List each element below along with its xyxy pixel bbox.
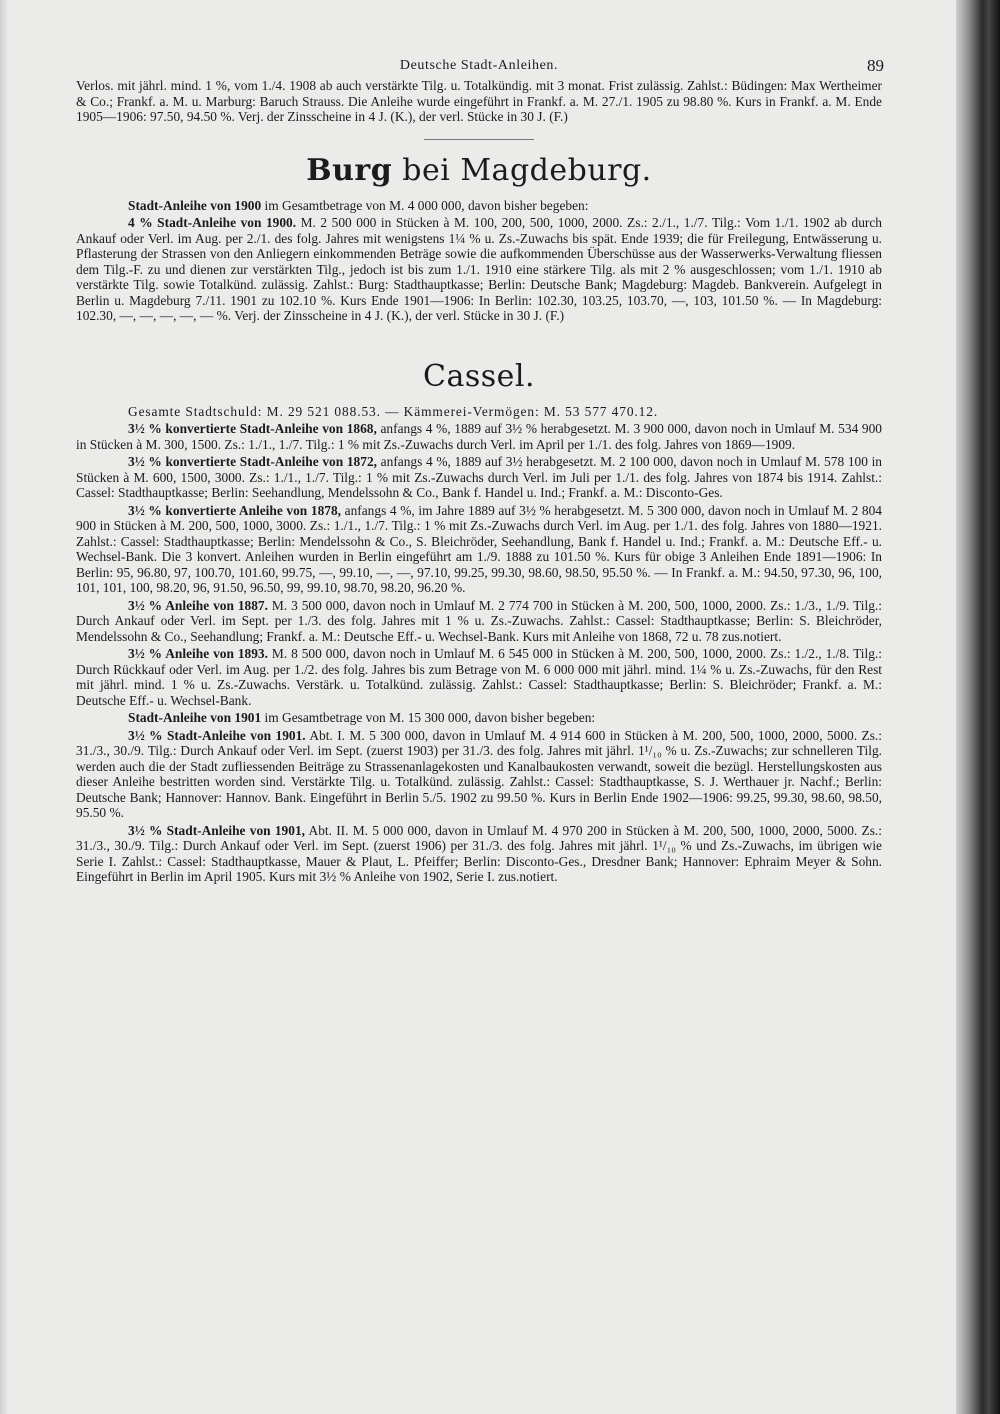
cassel-loan-text: M. 3 500 000, davon noch in Umlauf M. 2 774 700 in Stücken à M. 200, 500, 1000, 2000. Zs.: 1./3., 1./9. Tilg.: Durch Ankauf oder Verl. im Sept. per 1./3. des folg. Jahres mit 1 % u. Zs.-Zuwachs. Zahlst.: Cassel: Stadthauptkasse; Berlin: S. Bleichröder, Mendelssohn & Co., Seehandlung; Frankf. a. M.: Deutsche Eff.- u. Wechsel-Bank. Kurs mit Anleihe von 1868, 72 u. 78 zus.notiert. [76,597,882,644]
intro-paragraph: Verlos. mit jährl. mind. 1 %, vom 1./4. 1908 ab auch verstärkte Tilg. u. Totalkündig. mit 3 monat. Frist zulässig. Zahlst.: Büdingen: Max Wertheimer & Co.; Frankf. a. M. u. Marburg: Baruch Strauss. Die Anleihe wurde eingeführt in Frankf. a. M. 27./1. 1905 zu 98.80 %. Kurs in Frankf. a. M. Ende 1905—1906: 97.50, 94.50 %. Verj. der Zinsscheine in 4 J. (K.), der verl. Stücke in 30 J. (F.) [76,78,882,124]
burg-loan-text-1: im Gesamtbetrage von M. 4 000 000, davon bisher begeben: [261,197,589,213]
page-number: 89 [867,56,884,75]
cassel-loan-text: M. 8 500 000, davon noch in Umlauf M. 6 545 000 in Stücken à M. 200, 500, 1000, 2000. Zs.: 1./2., 1./8. Tilg.: Durch Rückkauf oder Verl. im Aug. per 1./2. des folg. Jahres bis zum Betrage von M. 6 000 000 mit jährl. mind. 1¼ % u. Zs.-Zuwachs, für den Rest mit jährl. mind. 1 % u. Zs.-Zuwachs. Verstärk. u. Totalkünd. zulässig. Zahlst.: Cassel: Stadthauptkasse; Berlin: S. Bleichröder; Frankf. a. M.: Deutsche Eff.- u. Wechsel-Bank. [76,646,882,708]
cassel-loan-title: 3½ % Anleihe von 1887. [128,597,268,613]
burg-loan-text-2: M. 2 500 000 in Stücken à M. 100, 200, 500, 1000, 2000. Zs.: 2./1., 1./7. Tilg.: Vom 1./1. 1902 ab durch Ankauf oder Verl. im Aug. per 2./1. des folg. Jahres mit wenigstens 1¼ % u. Zs.-Zuwachs bis spät. Ende 1939; die für Freilegung, Entwässerung u. Pflasterung der Strassen von den Anliegern einkommenden Beträge sowie die aufkommenden Überschüsse aus der Wasserwerks-Verwaltung fliessen dem Tilg.-F. zu und dienen zur verstärkten Tilg., jedoch ist bis zum 1./1. 1910 eine stärkere Tilg. als mit 2 % ausgeschlossen; vom 1./1. 1910 ab verstärkte Tilg. sowie Totalkünd. zulässig. Zahlst.: Burg: Stadthauptkasse; Berlin: Deutsche Bank; Magdeburg: Magdeb. Bankverein. Aufgelegt in Berlin u. Magdeburg 7./11. 1901 zu 102.10 %. Kurs Ende 1901—1906: In Berlin: 102.30, 103.25, 103.70, —, 103, 101.50 %. — In Magdeburg: 102.30, —, —, —, —, — %. Verj. der Zinsscheine in 4 J. (K.), der verl. Stücke in 30 J. (F.) [76,215,882,323]
cassel-paragraph [76,421,882,452]
cassel-loan-title: 3½ % konvertierte Stadt-Anleihe von 1872, [128,454,377,469]
cassel-paragraph [76,710,882,726]
heading-burg-rest: bei Magdeburg. [392,152,652,188]
cassel-loan-text: anfangs 4 %, im Jahre 1889 auf 3½ % herabgesetzt. M. 5 300 000, davon noch in Umlauf M. 2 804 900 in Stücken à M. 200, 500, 1000, 3000. Zs.: 1./1., 1./7. Tilg.: 1 % mit Zs.-Zuwachs durch Verl. im Aug. per 1./1. des folg. Jahres von 1880—1921. Zahlst.: Cassel: Stadthauptkasse; Berlin: Mendelssohn & Co., S. Bleichröder, Seehandlung, Bank f. Handel u. Ind.; Frankf. a. M.: Deutsche Eff.- u. Wechsel-Bank. Die 3 konvert. Anleihen wurden in Berlin eingeführt am 1./9. 1888 zu 101.50 %. Kurs für obige 3 Anleihen Ende 1891—1906: In Berlin: 95, 96.80, 97, 100.70, 101.60, 99.75, —, 99.10, —, —, 97.10, 99.25, 99.30, 98.60, 98.50, 95.50 %. — In Frankf. a. M.: 94.50, 97.30, 96, 100, 101, 101, 100, 98.20, 96, 91.50, 96.50, 99, 99.10, 98.70, 98.20, 96.20 %. [76,502,882,595]
burg-loan-title-2: 4 % Stadt-Anleihe von 1900. [128,215,297,230]
section-spacer [76,326,882,352]
section-heading-cassel: Cassel. [422,358,535,394]
cassel-loan-title: 3½ % konvertierte Anleihe von 1878, [128,502,342,518]
cassel-paragraph [76,823,882,885]
cassel-loan-text: anfangs 4 %, 1889 auf 3½ % herabgesetzt. M. 3 900 000, davon noch in Umlauf M. 534 900 in Stücken à M. 300, 1500. Zs.: 1./1., 1./7. Tilg.: 1 % mit Zs.-Zuwachs durch Verl. im April per 1./1. des folg. Jahres von 1869—1909. [76,421,882,452]
cassel-loan-title: 3½ % Anleihe von 1893. [128,646,268,661]
cassel-paragraph [76,454,882,501]
cassel-loan-text: Abt. II. M. 5 000 000, davon in Umlauf M. 4 970 200 in Stücken à M. 200, 500, 1000, 2000, 5000. Zs.: 31./3., 30./9. Tilg.: Durch Ankauf oder Verl. im Sept. (zuerst 1906) per 31./3. des folg. Jahres mit jährl. 1¹/₁₀ % und Zs.-Zuwachs, im übrigen wie Serie I. Zahlst.: Cassel: Stadthauptkasse, Mauer & Plaut, L. Pfeiffer; Berlin: Disconto-Ges., Dresdner Bank; Hannover: Ephraim Meyer & Sohn. Eingeführt in Berlin im April 1905. Kurs mit 3½ % Anleihe von 1902, Serie I. zus.notiert. [76,822,882,884]
scan-binding-edge [956,0,1000,1414]
running-header [76,52,882,78]
cassel-loan-text: anfangs 4 %, 1889 auf 3½ herabgesetzt. M. 2 100 000, davon noch in Umlauf M. 578 100 in Stücken à M. 600, 1500, 3000. Zs.: 1./1., 1./7. Tilg.: 1 % mit Zs.-Zuwachs durch Verl. im Juli per 1./1. des folg. Jahres von 1874 bis 1914. Zahlst.: Cassel: Stadthauptkasse; Berlin: Seehandlung, Mendelssohn & Co., Bank f. Handel u. Ind.; Frankf. a. M.: Disconto-Ges. [76,454,882,500]
burg-paragraph-2 [76,215,882,324]
cassel-paragraph [76,598,882,645]
section-heading-burg [76,154,882,188]
heading-burg-bold: Burg [306,152,393,188]
cassel-summary: Gesamte Stadtschuld: M. 29 521 088.53. — Kämmerei-Vermögen: M. 53 577 470.12. [128,403,659,419]
burg-paragraph-1 [76,198,882,214]
cassel-loan-title: 3½ % konvertierte Stadt-Anleihe von 1868, [128,421,377,436]
scan-left-shadow [0,0,8,1414]
document-page [76,52,882,887]
burg-loan-title-1: Stadt-Anleihe von 1900 [128,197,262,213]
cassel-paragraph [76,728,882,821]
cassel-paragraph [76,503,882,596]
cassel-paragraph [76,646,882,708]
section-divider [424,139,534,140]
cassel-loan-title: 3½ % Stadt-Anleihe von 1901. [128,727,306,743]
cassel-loan-title: Stadt-Anleihe von 1901 [128,710,262,725]
cassel-loan-title: 3½ % Stadt-Anleihe von 1901, [128,822,305,838]
running-title: Deutsche Stadt-Anleihen. [399,58,559,73]
cassel-loan-text: Abt. I. M. 5 300 000, davon in Umlauf M. 4 914 600 in Stücken à M. 200, 500, 1000, 2000, 5000. Zs.: 31./3., 30./9. Tilg.: Durch Ankauf oder Verl. im Sept. (zuerst 1903) per 31./3. des folg. Jahres mit jährl. 1¹/₁₀ % u. Zs.-Zuwachs; zur schnelleren Tilg. werden auch die der Stadt zufliessenden Beiträge zu Strassenanlagekosten und Kanalbaukosten verwandt, soweit die bezügl. Herstellungskosten aus dieser Anleihe bestritten worden sind. Verstärkte Tilg. u. Totalkünd. zulässig. Zahlst.: Cassel: Stadthauptkasse, S. J. Werthauer jr. Nachf.; Berlin: Deutsche Bank; Hannover: Hannov. Bank. Eingeführt in Berlin 5./5. 1902 zu 99.50 %. Kurs in Berlin Ende 1902—1906: 99.25, 99.30, 98.60, 98.50, 95.50 %. [76,727,882,820]
cassel-loan-text: im Gesamtbetrage von M. 15 300 000, davon bisher begeben: [261,710,596,725]
